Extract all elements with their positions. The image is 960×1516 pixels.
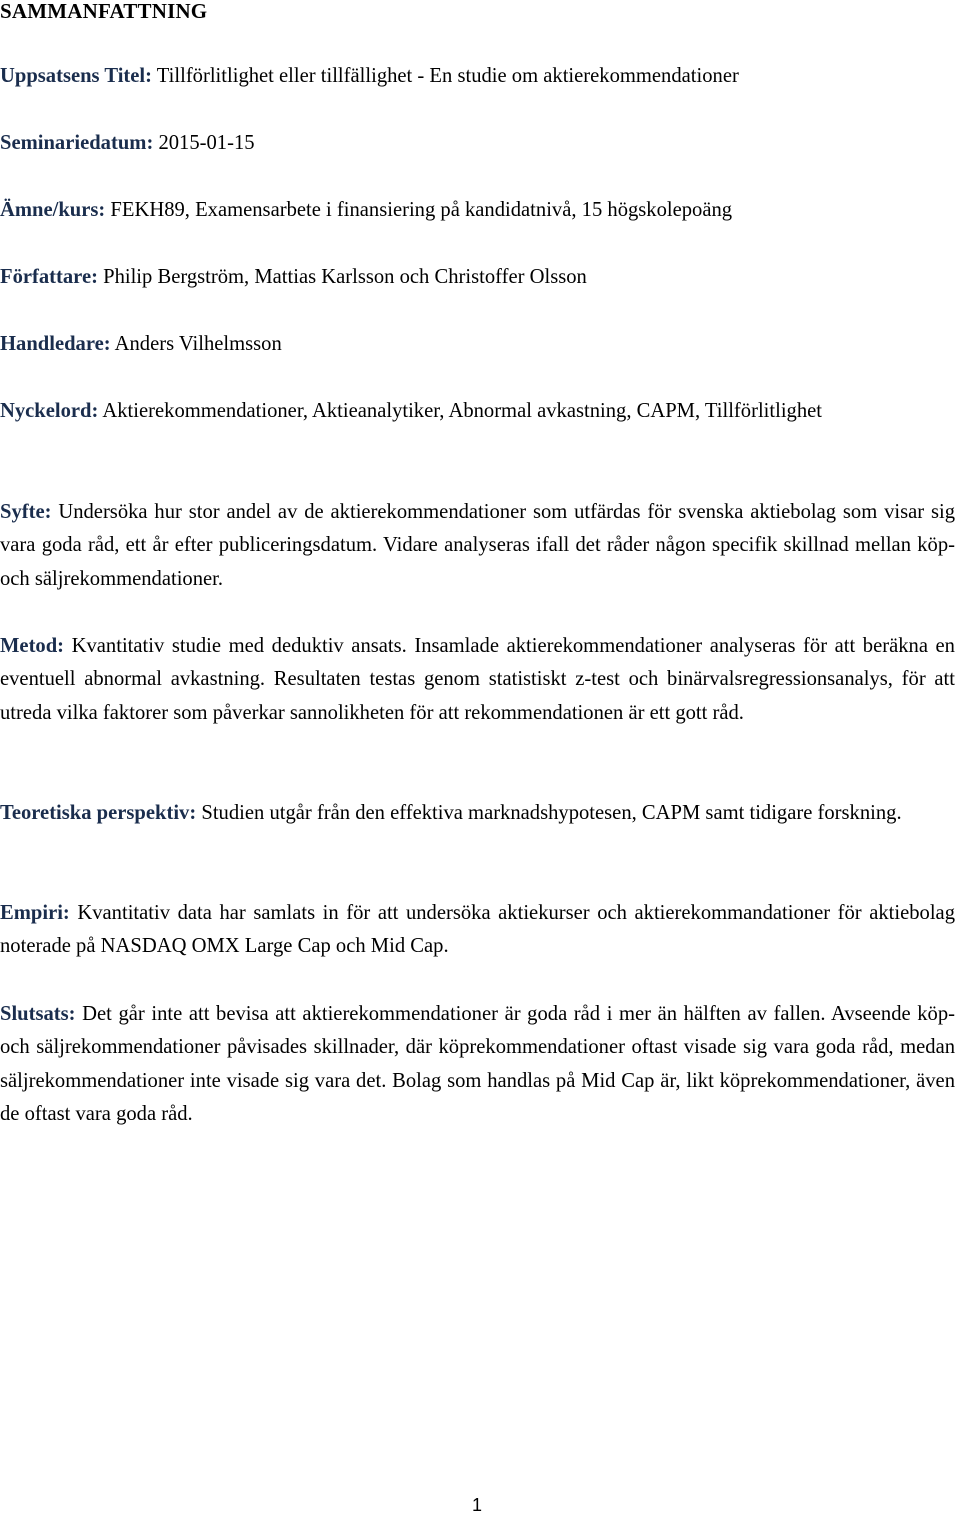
field-course-value: FEKH89, Examensarbete i finansiering på kandidatnivå, 15 högskolepoäng xyxy=(110,199,733,221)
field-authors xyxy=(0,261,955,294)
field-supervisor-value: Anders Vilhelmsson xyxy=(114,333,282,355)
field-conclusion xyxy=(0,998,955,1132)
field-purpose-value: Undersöka hur stor andel av de aktierekommendationer som utfärdas för svenska aktiebolag som visar sig vara goda råd, ett år efter publiceringsdatum. Vidare analyseras ifall det råder någon specifik skillnad mellan köp- och säljrekommendationer. xyxy=(0,501,956,590)
field-keywords-value: Aktierekommendationer, Aktieanalytiker, Abnormal avkastning, CAPM, Tillförlitlighet xyxy=(102,400,823,422)
field-title-label: Uppsatsens Titel: xyxy=(0,65,153,87)
field-empirics xyxy=(0,897,955,964)
field-purpose xyxy=(0,496,955,596)
page-number: 1 xyxy=(472,1495,483,1515)
field-empirics-value: Kvantitativ data har samlats in för att undersöka aktiekurser och aktierekommandationer för aktiebolag noterade på NASDAQ OMX Large Cap och Mid Cap. xyxy=(0,902,955,958)
field-empirics-label: Empiri: xyxy=(0,902,70,924)
field-seminar-date-value: 2015-01-15 xyxy=(158,132,255,154)
field-authors-label: Författare: xyxy=(0,266,98,288)
field-conclusion-label: Slutsats: xyxy=(0,1003,76,1025)
field-seminar-date-label: Seminariedatum: xyxy=(0,132,154,154)
field-method xyxy=(0,630,955,730)
field-course xyxy=(0,194,955,227)
field-supervisor xyxy=(0,328,955,361)
field-conclusion-value: Det går inte att bevisa att aktierekommendationer är goda råd i mer än hälften av fallen. Avseende köp- och säljrekommendationer påvisades skillnader, där köprekommendationer oftast visade sig vara goda råd, medan säljrekommendationer inte visade sig vara det. Bolag som handlas på Mid Cap är, likt köprekommendationer, även de oftast vara goda råd. xyxy=(0,1003,955,1126)
field-keywords-label: Nyckelord: xyxy=(0,400,99,422)
page-heading: SAMMANFATTNING xyxy=(0,0,208,23)
field-theory-value: Studien utgår från den effektiva marknadshypotesen, CAPM samt tidigare forskning. xyxy=(201,802,902,824)
field-supervisor-label: Handledare: xyxy=(0,333,111,355)
field-purpose-label: Syfte: xyxy=(0,501,52,523)
field-seminar-date xyxy=(0,127,955,160)
field-method-value: Kvantitativ studie med deduktiv ansats. Insamlade aktierekommendationer analyseras för att beräkna en eventuell abnormal avkastning. Resultaten testas genom statistiskt z-test och binärvalsregressionsanalys, för att utreda vilka faktorer som påverkar sannolikheten för att rekommendationen är ett gott råd. xyxy=(0,635,955,724)
field-method-label: Metod: xyxy=(0,635,65,657)
field-course-label: Ämne/kurs: xyxy=(0,199,106,221)
field-theory xyxy=(0,797,955,830)
field-title-value: Tillförlitlighet eller tillfällighet - En studie om aktierekommendationer xyxy=(156,65,739,87)
field-title xyxy=(0,60,955,93)
field-keywords xyxy=(0,395,955,428)
field-theory-label: Teoretiska perspektiv: xyxy=(0,802,197,824)
field-authors-value: Philip Bergström, Mattias Karlsson och Christoffer Olsson xyxy=(103,266,587,288)
